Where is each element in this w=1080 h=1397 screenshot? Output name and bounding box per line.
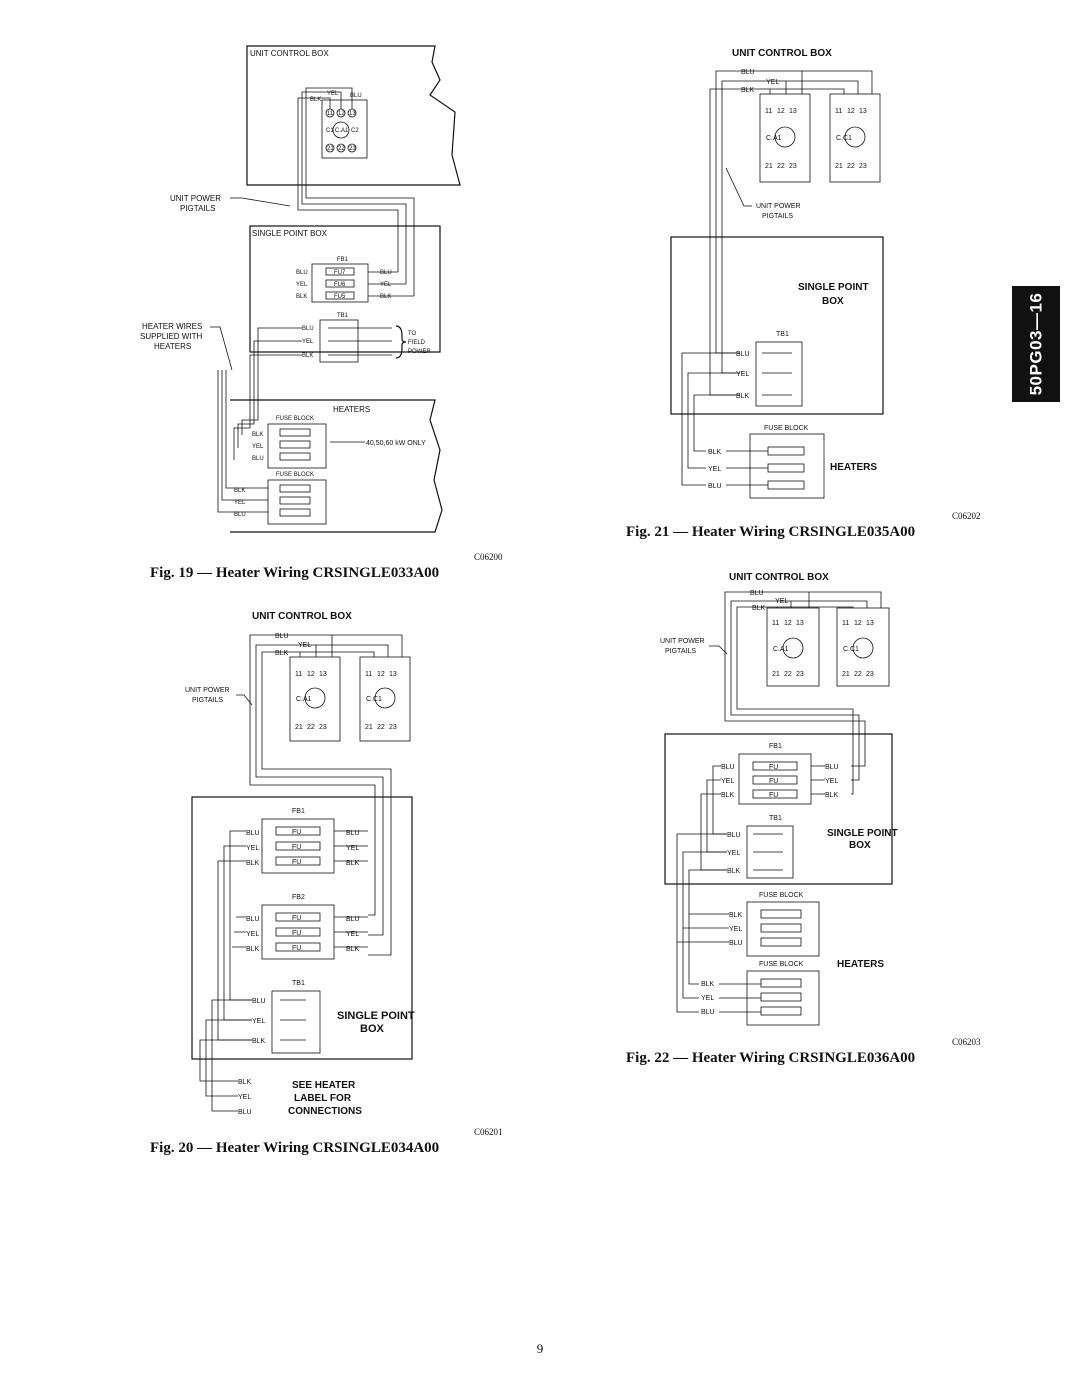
f19-blk-top: BLK: [310, 97, 322, 103]
f22-b-t12: 12: [854, 620, 862, 627]
f22-a-t22: 22: [784, 671, 792, 678]
f21-unit-control-box: UNIT CONTROL BOX: [732, 48, 832, 59]
f19-h1-yel: YEL: [252, 444, 264, 450]
f22-a-ca1: C.A1: [773, 646, 789, 653]
f21-a-t22: 22: [777, 163, 785, 170]
f22-heaters: HEATERS: [837, 959, 885, 970]
f19-unit-power-1: UNIT POWER: [170, 194, 221, 203]
f22-a-t13: 13: [796, 620, 804, 627]
f19-fu6: FU6: [334, 282, 346, 288]
f19-c1: C1: [326, 128, 334, 134]
f20-b-t13: 13: [389, 671, 397, 678]
f21-unit-power-1: UNIT POWER: [756, 203, 801, 210]
f21-heaters: HEATERS: [830, 462, 878, 473]
figure-20-diagram: [180, 605, 440, 1125]
f22-tb-blu: BLU: [727, 832, 741, 839]
f21-h-blk: BLK: [708, 449, 722, 456]
f21-b-t23: 23: [859, 163, 867, 170]
f21-blk: BLK: [741, 87, 755, 94]
f20-out-blu: BLU: [238, 1109, 252, 1116]
f20-fb2-fu3: FU: [292, 945, 302, 952]
f20-fb2-blu-r: BLU: [346, 916, 360, 923]
f20-fb2-blk-r: BLK: [346, 946, 360, 953]
f22-fb-blk-r: BLK: [825, 792, 839, 799]
page-number: 9: [536, 1341, 544, 1356]
f20-a-t23: 23: [319, 724, 327, 731]
f20-yel: YEL: [298, 642, 312, 649]
f22-fb-blu-r: BLU: [825, 764, 839, 771]
f19-fuse-block-2: FUSE BLOCK: [276, 472, 315, 478]
f21-b-t21: 21: [835, 163, 843, 170]
f19-fu5: FU5: [334, 294, 346, 300]
f20-caption: Fig. 20 — Heater Wiring CRSINGLE034A00: [150, 1140, 440, 1156]
f20-fb2-fu2: FU: [292, 930, 302, 937]
f21-tb-blu: BLU: [736, 351, 750, 358]
f20-tb-blu: BLU: [252, 998, 266, 1005]
f21-a-t12: 12: [777, 108, 785, 115]
f19-t21: 21: [327, 146, 334, 152]
f20-fb1-blu-r: BLU: [346, 830, 360, 837]
f20-fb1-blu-l: BLU: [246, 830, 260, 837]
f19-unit-control-box-label: UNIT CONTROL BOX: [250, 49, 329, 58]
f19-fb1: FB1: [337, 257, 349, 263]
f20-fb1-fu3: FU: [292, 859, 302, 866]
f20-b-t23: 23: [389, 724, 397, 731]
f21-code: C06202: [952, 511, 981, 521]
f21-b-t22: 22: [847, 163, 855, 170]
f20-fb1-blk-r: BLK: [346, 860, 360, 867]
f20-unit-power-2: PIGTAILS: [192, 697, 223, 704]
f19-heater-wires-2: SUPPLIED WITH: [140, 332, 203, 341]
f20-fb1: FB1: [292, 808, 305, 815]
f20-fb1-blk-l: BLK: [246, 860, 260, 867]
f22-code: C06203: [952, 1037, 981, 1047]
f20-single-point-1: SINGLE POINT: [337, 1010, 415, 1022]
f20-fb2-yel-r: YEL: [346, 931, 360, 938]
f21-b-t12: 12: [847, 108, 855, 115]
figure-22-diagram: [655, 566, 900, 1030]
f22-caption: Fig. 22 — Heater Wiring CRSINGLE036A00: [626, 1050, 916, 1066]
f21-unit-power-2: PIGTAILS: [762, 213, 793, 220]
f19-power: POWER: [408, 349, 431, 355]
f20-b-t11: 11: [365, 671, 373, 678]
f22-fb1: FB1: [769, 743, 782, 750]
f22-a-t12: 12: [784, 620, 792, 627]
f22-fuse-block-1: FUSE BLOCK: [759, 892, 804, 899]
f22-a-t23: 23: [796, 671, 804, 678]
f21-single-point-1: SINGLE POINT: [798, 282, 869, 293]
f20-b-t12: 12: [377, 671, 385, 678]
f22-a-t21: 21: [772, 671, 780, 678]
f20-fb2-blk-l: BLK: [246, 946, 260, 953]
f22-fb-yel-r: YEL: [825, 778, 839, 785]
f20-unit-power-1: UNIT POWER: [185, 687, 230, 694]
f22-yel: YEL: [775, 598, 789, 605]
f22-b-t21: 21: [842, 671, 850, 678]
f22-single-point-2: BOX: [849, 840, 871, 851]
f20-b-t22: 22: [377, 724, 385, 731]
f20-single-point-2: BOX: [360, 1023, 384, 1035]
f20-blu: BLU: [275, 633, 289, 640]
f22-fb-blk-l: BLK: [721, 792, 735, 799]
f20-b-t21: 21: [365, 724, 373, 731]
f19-ca1: C.A1: [335, 128, 349, 134]
f20-fb1-fu2: FU: [292, 844, 302, 851]
f19-t11: 11: [327, 111, 334, 117]
f21-a-t23: 23: [789, 163, 797, 170]
f19-yel-top: YEL: [327, 91, 339, 97]
f19-tb-yel: YEL: [302, 339, 314, 345]
f22-b-t23: 23: [866, 671, 874, 678]
f21-caption: Fig. 21 — Heater Wiring CRSINGLE035A00: [626, 524, 916, 540]
f21-a-ca1: C.A1: [766, 135, 782, 142]
f20-fb2-blu-l: BLU: [246, 916, 260, 923]
f19-t23: 23: [349, 146, 356, 152]
f22-fb-blu-l: BLU: [721, 764, 735, 771]
f19-c2: C2: [351, 128, 359, 134]
f19-fuse-block-1: FUSE BLOCK: [276, 416, 315, 422]
f20-fb2-fu1: FU: [292, 915, 302, 922]
f19-field: FIELD: [408, 340, 426, 346]
f21-b-t11: 11: [835, 108, 843, 115]
f20-fb1-yel-r: YEL: [346, 845, 360, 852]
f22-fu2: FU: [769, 778, 779, 785]
f20-see-heater-3: CONNECTIONS: [288, 1106, 362, 1117]
f20-see-heater-1: SEE HEATER: [292, 1080, 356, 1091]
f20-blk: BLK: [275, 650, 289, 657]
f19-fb-yel-r: YEL: [380, 282, 392, 288]
f19-tb-blu: BLU: [302, 326, 314, 332]
f22-fb-yel-l: YEL: [721, 778, 735, 785]
f19-t22: 22: [338, 146, 345, 152]
f21-tb-yel: YEL: [736, 371, 750, 378]
f20-out-blk: BLK: [238, 1079, 252, 1086]
f22-fu3: FU: [769, 792, 779, 799]
side-tab-label: 50PG03—16: [1026, 292, 1046, 396]
f20-fb2: FB2: [292, 894, 305, 901]
f19-fu7: FU7: [334, 270, 346, 276]
f20-unit-control-box: UNIT CONTROL BOX: [252, 611, 352, 622]
f20-see-heater-2: LABEL FOR: [294, 1093, 352, 1104]
f22-blu: BLU: [750, 590, 764, 597]
f22-tb-blk: BLK: [727, 868, 741, 875]
f19-tb-blk: BLK: [302, 353, 314, 359]
f19-h2-yel: YEL: [234, 500, 246, 506]
f19-fb-blu-l: BLU: [296, 270, 308, 276]
f20-tb-yel: YEL: [252, 1018, 266, 1025]
f22-h1-yel: YEL: [729, 926, 743, 933]
f22-h2-blk: BLK: [701, 981, 715, 988]
f21-b-t13: 13: [859, 108, 867, 115]
f21-tb-blk: BLK: [736, 393, 750, 400]
f19-t13: 13: [349, 111, 356, 117]
f20-a-t11: 11: [295, 671, 303, 678]
f19-h2-blk: BLK: [234, 488, 246, 494]
f22-a-t11: 11: [772, 620, 780, 627]
f21-a-t21: 21: [765, 163, 773, 170]
f21-a-t11: 11: [765, 108, 773, 115]
f19-h2-blu: BLU: [234, 512, 246, 518]
f22-b-t11: 11: [842, 620, 850, 627]
f19-fb-blu-r: BLU: [380, 270, 392, 276]
side-tab: [1012, 286, 1060, 402]
f21-a-t13: 13: [789, 108, 797, 115]
f21-yel: YEL: [766, 79, 780, 86]
f19-heater-wires-3: HEATERS: [154, 342, 192, 351]
f20-fb2-yel-l: YEL: [246, 931, 260, 938]
f19-to: TO: [408, 331, 417, 337]
f19-single-point-label: SINGLE POINT BOX: [252, 229, 327, 238]
f19-kw-note: 40,50,60 kW ONLY: [366, 440, 426, 447]
f19-blu-top: BLU: [350, 93, 362, 99]
f19-heaters: HEATERS: [333, 405, 371, 414]
f21-fuse-block: FUSE BLOCK: [764, 425, 809, 432]
f21-b-cc1: C.C1: [836, 135, 852, 142]
f19-unit-power-2: PIGTAILS: [180, 204, 216, 213]
f20-a-t12: 12: [307, 671, 315, 678]
f19-fb-blk-l: BLK: [296, 294, 308, 300]
f20-b-cc1: C.C1: [366, 696, 382, 703]
f20-tb1: TB1: [292, 980, 305, 987]
f22-tb-yel: YEL: [727, 850, 741, 857]
f22-h1-blk: BLK: [729, 912, 743, 919]
f19-heater-wires-1: HEATER WIRES: [142, 322, 203, 331]
f22-h2-yel: YEL: [701, 995, 715, 1002]
f20-tb-blk: BLK: [252, 1038, 266, 1045]
f21-h-yel: YEL: [708, 466, 722, 473]
f20-a-t21: 21: [295, 724, 303, 731]
f19-t12: 12: [338, 111, 345, 117]
f19-tb1: TB1: [337, 313, 349, 319]
f22-blk: BLK: [752, 605, 766, 612]
f22-b-t13: 13: [866, 620, 874, 627]
f22-h2-blu: BLU: [701, 1009, 715, 1016]
f20-fb1-fu1: FU: [292, 829, 302, 836]
f20-a-t22: 22: [307, 724, 315, 731]
f22-fu1: FU: [769, 764, 779, 771]
f19-h1-blu: BLU: [252, 456, 264, 462]
f19-code: C06200: [474, 552, 503, 562]
f22-b-cc1: C.C1: [843, 646, 859, 653]
f19-fb-blk-r: BLK: [380, 294, 392, 300]
f21-h-blu: BLU: [708, 483, 722, 490]
f21-single-point-2: BOX: [822, 296, 844, 307]
f22-unit-control-box: UNIT CONTROL BOX: [729, 572, 829, 583]
f22-h1-blu: BLU: [729, 940, 743, 947]
f20-out-yel: YEL: [238, 1094, 252, 1101]
f20-code: C06201: [474, 1127, 503, 1137]
f22-single-point-1: SINGLE POINT: [827, 828, 898, 839]
f20-a-t13: 13: [319, 671, 327, 678]
f20-a-ca1: C.A1: [296, 696, 312, 703]
f21-blu: BLU: [741, 69, 755, 76]
f22-unit-power-2: PIGTAILS: [665, 648, 696, 655]
f22-unit-power-1: UNIT POWER: [660, 638, 705, 645]
f19-fb-yel-l: YEL: [296, 282, 308, 288]
f19-caption: Fig. 19 — Heater Wiring CRSINGLE033A00: [150, 565, 440, 581]
f19-h1-blk: BLK: [252, 432, 264, 438]
f22-b-t22: 22: [854, 671, 862, 678]
figure-21-diagram: [668, 40, 892, 505]
f20-fb1-yel-l: YEL: [246, 845, 260, 852]
figure-19-diagram: [130, 40, 520, 560]
f21-tb1: TB1: [776, 331, 789, 338]
f22-fuse-block-2: FUSE BLOCK: [759, 961, 804, 968]
f22-tb1: TB1: [769, 815, 782, 822]
